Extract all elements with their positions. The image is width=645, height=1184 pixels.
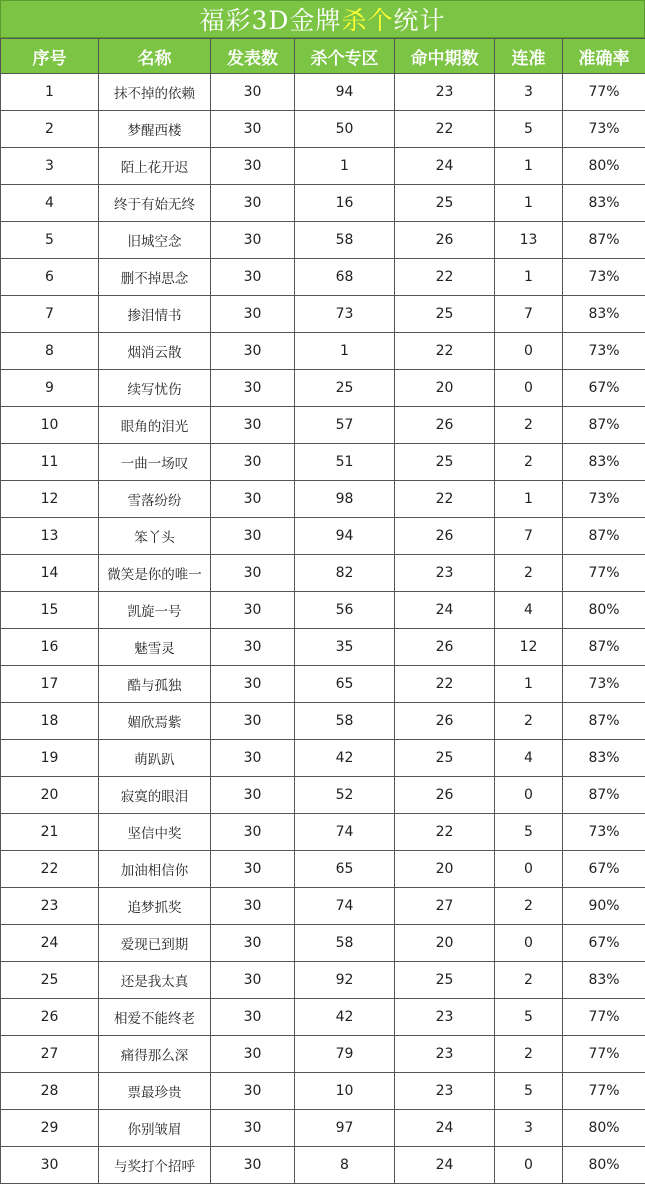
cell-kill-zone: 50 xyxy=(295,111,395,148)
cell-streak: 1 xyxy=(495,481,563,518)
cell-kill-zone: 16 xyxy=(295,185,395,222)
cell-posts: 30 xyxy=(211,1073,295,1110)
cell-name: 痛得那么深 xyxy=(99,1036,211,1073)
cell-streak: 5 xyxy=(495,814,563,851)
cell-accuracy: 73% xyxy=(563,259,645,296)
cell-accuracy: 67% xyxy=(563,851,645,888)
stats-table xyxy=(0,38,645,1184)
cell-accuracy: 73% xyxy=(563,333,645,370)
cell-index: 21 xyxy=(1,814,99,851)
column-header-posts: 发表数 xyxy=(211,39,295,74)
cell-streak: 7 xyxy=(495,296,563,333)
cell-posts: 30 xyxy=(211,555,295,592)
cell-name: 抹不掉的依赖 xyxy=(99,74,211,111)
cell-posts: 30 xyxy=(211,444,295,481)
cell-posts: 30 xyxy=(211,296,295,333)
cell-index: 4 xyxy=(1,185,99,222)
cell-streak: 0 xyxy=(495,925,563,962)
cell-accuracy: 80% xyxy=(563,1110,645,1147)
cell-streak: 2 xyxy=(495,703,563,740)
cell-accuracy: 87% xyxy=(563,703,645,740)
cell-posts: 30 xyxy=(211,148,295,185)
table-row xyxy=(1,148,645,185)
cell-accuracy: 73% xyxy=(563,666,645,703)
column-header-kill-zone: 杀个专区 xyxy=(295,39,395,74)
cell-kill-zone: 10 xyxy=(295,1073,395,1110)
cell-kill-zone: 68 xyxy=(295,259,395,296)
table-row xyxy=(1,999,645,1036)
cell-hits: 23 xyxy=(395,1036,495,1073)
cell-kill-zone: 94 xyxy=(295,518,395,555)
cell-name: 陌上花开迟 xyxy=(99,148,211,185)
cell-name: 你别皱眉 xyxy=(99,1110,211,1147)
cell-name: 坚信中奖 xyxy=(99,814,211,851)
cell-streak: 4 xyxy=(495,740,563,777)
table-row xyxy=(1,814,645,851)
cell-index: 20 xyxy=(1,777,99,814)
cell-index: 2 xyxy=(1,111,99,148)
cell-streak: 1 xyxy=(495,259,563,296)
cell-kill-zone: 58 xyxy=(295,703,395,740)
cell-index: 15 xyxy=(1,592,99,629)
table-row xyxy=(1,481,645,518)
cell-kill-zone: 8 xyxy=(295,1147,395,1184)
cell-hits: 25 xyxy=(395,962,495,999)
cell-streak: 2 xyxy=(495,444,563,481)
cell-kill-zone: 82 xyxy=(295,555,395,592)
cell-streak: 3 xyxy=(495,1110,563,1147)
table-row xyxy=(1,1110,645,1147)
cell-hits: 25 xyxy=(395,185,495,222)
cell-kill-zone: 58 xyxy=(295,925,395,962)
cell-streak: 7 xyxy=(495,518,563,555)
cell-name: 媚欣焉紫 xyxy=(99,703,211,740)
cell-hits: 20 xyxy=(395,370,495,407)
cell-kill-zone: 92 xyxy=(295,962,395,999)
cell-index: 19 xyxy=(1,740,99,777)
table-row xyxy=(1,407,645,444)
cell-name: 寂寞的眼泪 xyxy=(99,777,211,814)
cell-name: 相爱不能终老 xyxy=(99,999,211,1036)
title-suffix: 统计 xyxy=(393,1,445,37)
cell-index: 28 xyxy=(1,1073,99,1110)
cell-index: 17 xyxy=(1,666,99,703)
cell-name: 票最珍贵 xyxy=(99,1073,211,1110)
cell-streak: 12 xyxy=(495,629,563,666)
cell-posts: 30 xyxy=(211,703,295,740)
cell-name: 爱现已到期 xyxy=(99,925,211,962)
cell-index: 24 xyxy=(1,925,99,962)
cell-hits: 20 xyxy=(395,851,495,888)
cell-hits: 26 xyxy=(395,629,495,666)
cell-kill-zone: 35 xyxy=(295,629,395,666)
cell-streak: 5 xyxy=(495,999,563,1036)
cell-posts: 30 xyxy=(211,481,295,518)
cell-kill-zone: 97 xyxy=(295,1110,395,1147)
cell-kill-zone: 94 xyxy=(295,74,395,111)
cell-index: 29 xyxy=(1,1110,99,1147)
cell-kill-zone: 1 xyxy=(295,148,395,185)
cell-index: 3 xyxy=(1,148,99,185)
cell-accuracy: 83% xyxy=(563,740,645,777)
table-row xyxy=(1,185,645,222)
cell-accuracy: 80% xyxy=(563,1147,645,1184)
column-header-index: 序号 xyxy=(1,39,99,74)
cell-accuracy: 73% xyxy=(563,481,645,518)
cell-index: 6 xyxy=(1,259,99,296)
cell-streak: 3 xyxy=(495,74,563,111)
cell-accuracy: 87% xyxy=(563,777,645,814)
table-row xyxy=(1,925,645,962)
cell-posts: 30 xyxy=(211,999,295,1036)
cell-posts: 30 xyxy=(211,851,295,888)
cell-hits: 22 xyxy=(395,481,495,518)
cell-accuracy: 83% xyxy=(563,185,645,222)
table-row xyxy=(1,703,645,740)
cell-index: 16 xyxy=(1,629,99,666)
cell-posts: 30 xyxy=(211,1036,295,1073)
cell-index: 1 xyxy=(1,74,99,111)
cell-name: 一曲一场叹 xyxy=(99,444,211,481)
cell-name: 终于有始无终 xyxy=(99,185,211,222)
title-prefix: 福彩3D金牌 xyxy=(200,1,342,37)
cell-accuracy: 77% xyxy=(563,1036,645,1073)
cell-hits: 26 xyxy=(395,407,495,444)
cell-name: 雪落纷纷 xyxy=(99,481,211,518)
cell-name: 删不掉思念 xyxy=(99,259,211,296)
cell-hits: 24 xyxy=(395,148,495,185)
cell-name: 凯旋一号 xyxy=(99,592,211,629)
cell-hits: 26 xyxy=(395,222,495,259)
cell-kill-zone: 42 xyxy=(295,740,395,777)
cell-name: 萌趴趴 xyxy=(99,740,211,777)
cell-kill-zone: 1 xyxy=(295,333,395,370)
cell-posts: 30 xyxy=(211,629,295,666)
cell-index: 8 xyxy=(1,333,99,370)
table-row xyxy=(1,222,645,259)
table-row xyxy=(1,592,645,629)
cell-index: 5 xyxy=(1,222,99,259)
cell-streak: 0 xyxy=(495,333,563,370)
cell-posts: 30 xyxy=(211,740,295,777)
cell-accuracy: 80% xyxy=(563,148,645,185)
table-row xyxy=(1,666,645,703)
cell-accuracy: 73% xyxy=(563,814,645,851)
cell-accuracy: 87% xyxy=(563,222,645,259)
cell-accuracy: 83% xyxy=(563,962,645,999)
cell-streak: 1 xyxy=(495,185,563,222)
cell-hits: 25 xyxy=(395,296,495,333)
cell-hits: 22 xyxy=(395,333,495,370)
cell-kill-zone: 65 xyxy=(295,666,395,703)
cell-streak: 2 xyxy=(495,407,563,444)
cell-streak: 4 xyxy=(495,592,563,629)
cell-streak: 0 xyxy=(495,370,563,407)
cell-accuracy: 80% xyxy=(563,592,645,629)
cell-posts: 30 xyxy=(211,370,295,407)
table-row xyxy=(1,370,645,407)
table-row xyxy=(1,962,645,999)
cell-hits: 22 xyxy=(395,814,495,851)
cell-posts: 30 xyxy=(211,185,295,222)
cell-hits: 23 xyxy=(395,555,495,592)
cell-posts: 30 xyxy=(211,592,295,629)
cell-name: 魅雪灵 xyxy=(99,629,211,666)
cell-name: 与奖打个招呼 xyxy=(99,1147,211,1184)
cell-posts: 30 xyxy=(211,333,295,370)
table-row xyxy=(1,888,645,925)
cell-name: 追梦抓奖 xyxy=(99,888,211,925)
cell-accuracy: 73% xyxy=(563,111,645,148)
cell-posts: 30 xyxy=(211,925,295,962)
cell-name: 眼角的泪光 xyxy=(99,407,211,444)
cell-index: 10 xyxy=(1,407,99,444)
cell-hits: 22 xyxy=(395,259,495,296)
cell-kill-zone: 73 xyxy=(295,296,395,333)
cell-index: 22 xyxy=(1,851,99,888)
cell-accuracy: 87% xyxy=(563,629,645,666)
cell-posts: 30 xyxy=(211,222,295,259)
header-row xyxy=(1,39,645,74)
table-row xyxy=(1,74,645,111)
cell-kill-zone: 52 xyxy=(295,777,395,814)
cell-streak: 0 xyxy=(495,851,563,888)
cell-streak: 13 xyxy=(495,222,563,259)
cell-hits: 24 xyxy=(395,592,495,629)
cell-index: 26 xyxy=(1,999,99,1036)
cell-name: 续写忧伤 xyxy=(99,370,211,407)
cell-posts: 30 xyxy=(211,814,295,851)
cell-kill-zone: 25 xyxy=(295,370,395,407)
table-row xyxy=(1,1147,645,1184)
cell-accuracy: 77% xyxy=(563,1073,645,1110)
cell-streak: 0 xyxy=(495,777,563,814)
cell-kill-zone: 98 xyxy=(295,481,395,518)
cell-streak: 5 xyxy=(495,1073,563,1110)
cell-streak: 1 xyxy=(495,148,563,185)
cell-index: 30 xyxy=(1,1147,99,1184)
cell-index: 18 xyxy=(1,703,99,740)
cell-index: 14 xyxy=(1,555,99,592)
cell-posts: 30 xyxy=(211,518,295,555)
table-row xyxy=(1,1073,645,1110)
title-highlight: 杀个 xyxy=(341,1,393,37)
cell-posts: 30 xyxy=(211,777,295,814)
cell-name: 加油相信你 xyxy=(99,851,211,888)
cell-index: 13 xyxy=(1,518,99,555)
cell-name: 微笑是你的唯一 xyxy=(99,555,211,592)
cell-index: 7 xyxy=(1,296,99,333)
column-header-accuracy: 准确率 xyxy=(563,39,645,74)
cell-kill-zone: 42 xyxy=(295,999,395,1036)
cell-posts: 30 xyxy=(211,259,295,296)
cell-posts: 30 xyxy=(211,1147,295,1184)
cell-accuracy: 67% xyxy=(563,925,645,962)
cell-accuracy: 77% xyxy=(563,74,645,111)
cell-posts: 30 xyxy=(211,74,295,111)
cell-hits: 20 xyxy=(395,925,495,962)
cell-index: 11 xyxy=(1,444,99,481)
cell-hits: 23 xyxy=(395,1073,495,1110)
cell-name: 掺泪情书 xyxy=(99,296,211,333)
cell-kill-zone: 57 xyxy=(295,407,395,444)
cell-posts: 30 xyxy=(211,962,295,999)
cell-hits: 26 xyxy=(395,703,495,740)
cell-hits: 23 xyxy=(395,999,495,1036)
cell-name: 烟消云散 xyxy=(99,333,211,370)
cell-index: 23 xyxy=(1,888,99,925)
cell-name: 酷与孤独 xyxy=(99,666,211,703)
table-row xyxy=(1,111,645,148)
cell-accuracy: 77% xyxy=(563,555,645,592)
table-row xyxy=(1,777,645,814)
cell-hits: 26 xyxy=(395,777,495,814)
table-row xyxy=(1,296,645,333)
cell-accuracy: 83% xyxy=(563,444,645,481)
cell-kill-zone: 65 xyxy=(295,851,395,888)
table-row xyxy=(1,259,645,296)
cell-accuracy: 90% xyxy=(563,888,645,925)
cell-name: 梦醒西楼 xyxy=(99,111,211,148)
cell-accuracy: 87% xyxy=(563,518,645,555)
cell-name: 笨丫头 xyxy=(99,518,211,555)
column-header-hits: 命中期数 xyxy=(395,39,495,74)
cell-hits: 26 xyxy=(395,518,495,555)
cell-kill-zone: 79 xyxy=(295,1036,395,1073)
cell-accuracy: 67% xyxy=(563,370,645,407)
table-row xyxy=(1,444,645,481)
cell-streak: 1 xyxy=(495,666,563,703)
cell-kill-zone: 56 xyxy=(295,592,395,629)
cell-name: 还是我太真 xyxy=(99,962,211,999)
cell-posts: 30 xyxy=(211,407,295,444)
cell-kill-zone: 58 xyxy=(295,222,395,259)
cell-name: 旧城空念 xyxy=(99,222,211,259)
table-row xyxy=(1,629,645,666)
table-row xyxy=(1,555,645,592)
cell-kill-zone: 74 xyxy=(295,888,395,925)
cell-index: 25 xyxy=(1,962,99,999)
cell-hits: 24 xyxy=(395,1110,495,1147)
cell-streak: 5 xyxy=(495,111,563,148)
cell-streak: 2 xyxy=(495,962,563,999)
cell-hits: 22 xyxy=(395,111,495,148)
cell-posts: 30 xyxy=(211,888,295,925)
cell-posts: 30 xyxy=(211,111,295,148)
cell-posts: 30 xyxy=(211,666,295,703)
page-title xyxy=(0,0,645,38)
table-row xyxy=(1,740,645,777)
table-row xyxy=(1,518,645,555)
cell-hits: 24 xyxy=(395,1147,495,1184)
cell-hits: 23 xyxy=(395,74,495,111)
cell-kill-zone: 51 xyxy=(295,444,395,481)
cell-posts: 30 xyxy=(211,1110,295,1147)
cell-streak: 0 xyxy=(495,1147,563,1184)
column-header-streak: 连准 xyxy=(495,39,563,74)
cell-hits: 25 xyxy=(395,740,495,777)
cell-hits: 27 xyxy=(395,888,495,925)
cell-streak: 2 xyxy=(495,888,563,925)
cell-streak: 2 xyxy=(495,1036,563,1073)
cell-streak: 2 xyxy=(495,555,563,592)
cell-hits: 22 xyxy=(395,666,495,703)
cell-accuracy: 87% xyxy=(563,407,645,444)
cell-hits: 25 xyxy=(395,444,495,481)
cell-index: 27 xyxy=(1,1036,99,1073)
table-row xyxy=(1,1036,645,1073)
cell-accuracy: 83% xyxy=(563,296,645,333)
cell-kill-zone: 74 xyxy=(295,814,395,851)
table-row xyxy=(1,851,645,888)
column-header-name: 名称 xyxy=(99,39,211,74)
cell-index: 9 xyxy=(1,370,99,407)
table-row xyxy=(1,333,645,370)
cell-accuracy: 77% xyxy=(563,999,645,1036)
cell-index: 12 xyxy=(1,481,99,518)
